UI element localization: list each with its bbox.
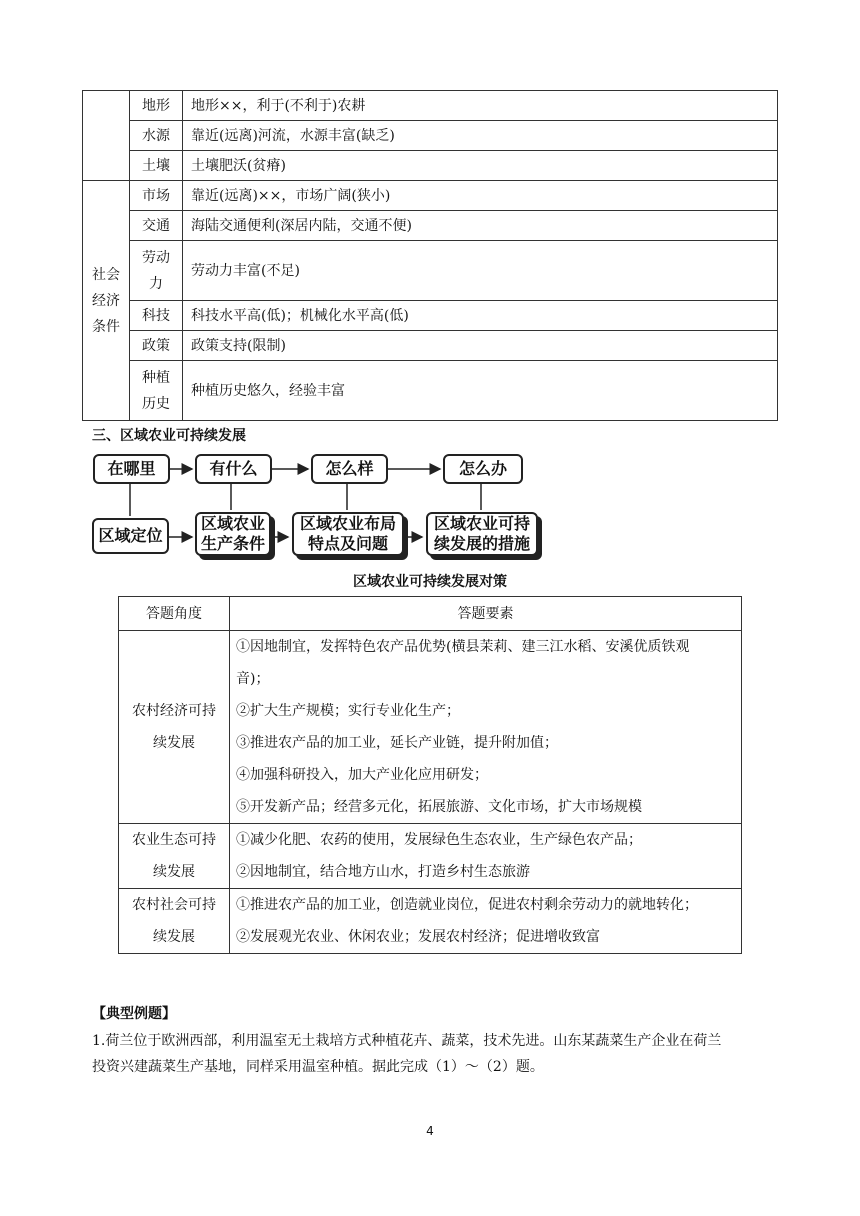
box-line: 特点及问题 [307, 534, 388, 553]
row-key: 地形 [130, 91, 183, 121]
row-key: 科技 [130, 301, 183, 331]
row-value: 劳动力丰富(不足) [183, 241, 778, 301]
box-what: 有什么 [195, 454, 272, 484]
row-key [130, 241, 183, 301]
row-key [130, 361, 183, 421]
element-line: ①推进农产品的加工业，创造就业岗位，促进农村剩余劳动力的就地转化； [236, 897, 698, 913]
row-value: 科技水平高(低)；机械化水平高(低) [183, 301, 778, 331]
examples-heading: 【典型例题】 [92, 1006, 176, 1022]
row-key: 政策 [130, 331, 183, 361]
elements-cell [230, 824, 742, 889]
row-key: 土壤 [130, 151, 183, 181]
table-caption: 区域农业可持续发展对策 [353, 574, 507, 590]
elements-cell [230, 889, 742, 954]
angle-cell [119, 824, 230, 889]
element-line: ③推进农产品的加工业，延长产业链，提升附加值； [236, 735, 558, 751]
header-angle: 答题角度 [119, 597, 230, 631]
angle-line: 农业生态可持 [132, 832, 216, 848]
natural-category-cell [83, 91, 130, 181]
question-1 [92, 1028, 782, 1080]
angle-line: 续发展 [153, 735, 195, 751]
row-key-line: 历史 [142, 395, 170, 412]
row-key: 水源 [130, 121, 183, 151]
element-line: ①因地制宜，发挥特色农产品优势(横县茉莉、建三江水稻、安溪优质铁观 [236, 639, 690, 655]
box-how: 怎么样 [311, 454, 388, 484]
header-elements: 答题要素 [230, 597, 742, 631]
element-line: ④加强科研投入，加大产业化应用研发； [236, 767, 488, 783]
angle-cell [119, 631, 230, 824]
row-value: 靠近(远离)××，市场广阔(狭小) [183, 181, 778, 211]
element-line: ②发展观光农业、休闲农业；发展农村经济；促进增收致富 [236, 929, 600, 945]
question-line: 1.荷兰位于欧洲西部，利用温室无土栽培方式种植花卉、蔬菜，技术先进。山东某蔬菜生产企业在荷兰 [92, 1033, 722, 1049]
row-key-line: 种植 [142, 369, 170, 386]
row-key-line: 劳动 [142, 249, 170, 266]
row-key: 交通 [130, 211, 183, 241]
box-what-to-do: 怎么办 [443, 454, 523, 484]
element-line: ②因地制宜，结合地方山水，打造乡村生态旅游 [236, 864, 530, 880]
box-line: 区域农业可持 [433, 514, 530, 533]
box-line: 生产条件 [200, 534, 265, 553]
section-heading: 三、区域农业可持续发展 [92, 428, 246, 444]
element-line: ①减少化肥、农药的使用，发展绿色生态农业，生产绿色农产品； [236, 832, 642, 848]
strategy-table [118, 596, 742, 954]
row-key-line: 力 [149, 275, 163, 292]
page-number: 4 [426, 1124, 434, 1138]
row-value: 地形××，利于(不利于)农耕 [183, 91, 778, 121]
question-line: 投资兴建蔬菜生产基地，同样采用温室种植。据此完成（1）～（2）题。 [92, 1059, 544, 1075]
social-category-cell [83, 181, 130, 421]
box-layout-features [292, 512, 404, 556]
angle-cell [119, 889, 230, 954]
box-line: 区域农业 [200, 514, 265, 533]
row-value: 海陆交通便利(深居内陆，交通不便) [183, 211, 778, 241]
row-value: 土壤肥沃(贫瘠) [183, 151, 778, 181]
category-line: 社会 [92, 266, 120, 283]
box-region-position: 区域定位 [92, 518, 169, 554]
category-line: 经济 [92, 292, 120, 309]
angle-line: 续发展 [153, 929, 195, 945]
box-sustainable-measures [426, 512, 538, 556]
box-production-conditions [195, 512, 271, 556]
element-line: 音)； [236, 671, 270, 687]
box-where: 在哪里 [93, 454, 170, 484]
row-key: 市场 [130, 181, 183, 211]
element-line: ⑤开发新产品；经营多元化，拓展旅游、文化市场，扩大市场规模 [236, 799, 642, 815]
row-value: 靠近(远离)河流，水源丰富(缺乏) [183, 121, 778, 151]
element-line: ②扩大生产规模；实行专业化生产； [236, 703, 460, 719]
box-line: 区域农业布局 [299, 514, 396, 533]
conditions-table [82, 90, 778, 421]
row-value: 种植历史悠久，经验丰富 [183, 361, 778, 421]
row-value: 政策支持(限制) [183, 331, 778, 361]
box-line: 续发展的措施 [433, 534, 530, 553]
angle-line: 农村经济可持 [132, 703, 216, 719]
category-line: 条件 [92, 318, 120, 335]
angle-line: 农村社会可持 [132, 897, 216, 913]
angle-line: 续发展 [153, 864, 195, 880]
elements-cell [230, 631, 742, 824]
